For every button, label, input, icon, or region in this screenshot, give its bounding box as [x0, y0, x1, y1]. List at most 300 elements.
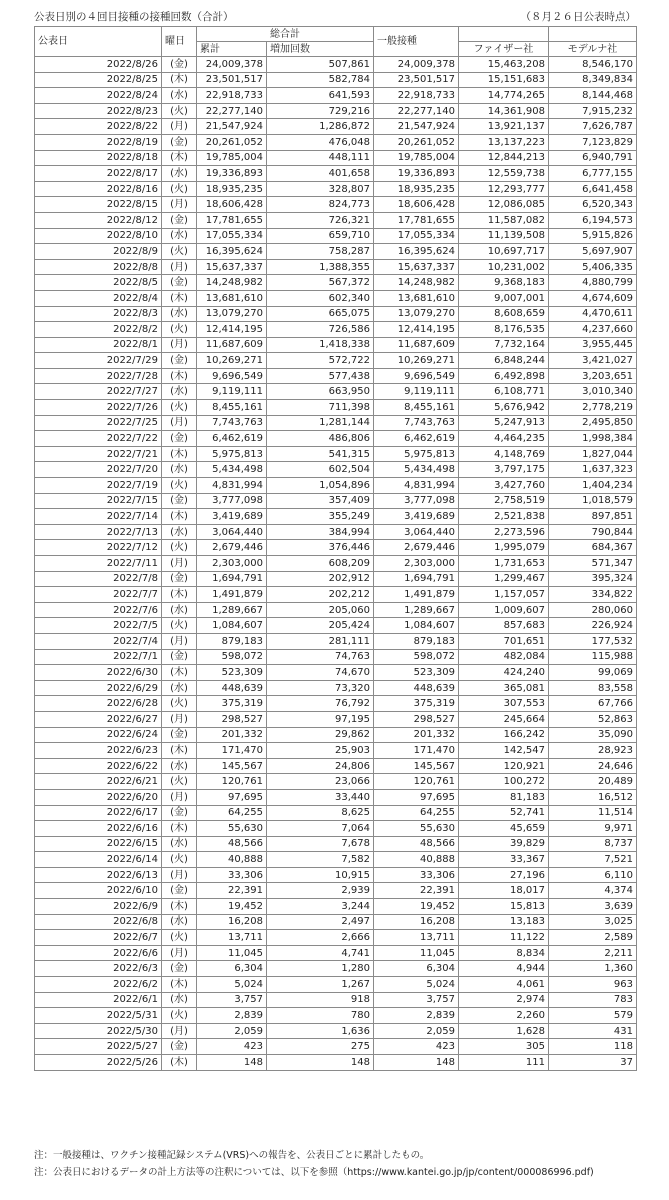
- cell-pfizer: 15,151,683: [459, 72, 549, 88]
- table-row: [35, 337, 637, 353]
- table-row: [35, 212, 637, 228]
- cell-date: 2022/8/10: [35, 228, 162, 244]
- cell-dow: (水): [162, 992, 197, 1008]
- cell-moderna: 20,489: [549, 774, 637, 790]
- table-row: [35, 930, 637, 946]
- cell-pfizer: 12,293,777: [459, 181, 549, 197]
- cell-moderna: 3,955,445: [549, 337, 637, 353]
- table-row: [35, 711, 637, 727]
- cell-pfizer: 45,659: [459, 821, 549, 837]
- cell-increase: 2,939: [267, 883, 374, 899]
- cell-moderna: 5,697,907: [549, 244, 637, 260]
- cell-increase: 376,446: [267, 540, 374, 556]
- cell-moderna: 8,546,170: [549, 57, 637, 73]
- cell-general: 23,501,517: [374, 72, 459, 88]
- cell-dow: (火): [162, 930, 197, 946]
- cell-general: 148: [374, 1055, 459, 1071]
- cell-pfizer: 14,361,908: [459, 103, 549, 119]
- cell-pfizer: 8,176,535: [459, 322, 549, 338]
- table-row: [35, 836, 637, 852]
- cell-increase: 328,807: [267, 181, 374, 197]
- cell-cumulative: 201,332: [197, 727, 267, 743]
- cell-dow: (火): [162, 244, 197, 260]
- table-row: [35, 134, 637, 150]
- cell-cumulative: 97,695: [197, 789, 267, 805]
- cell-date: 2022/8/17: [35, 166, 162, 182]
- cell-general: 11,045: [374, 945, 459, 961]
- cell-moderna: 4,470,611: [549, 306, 637, 322]
- cell-dow: (水): [162, 602, 197, 618]
- cell-moderna: 226,924: [549, 618, 637, 634]
- cell-dow: (水): [162, 680, 197, 696]
- cell-date: 2022/7/21: [35, 446, 162, 462]
- cell-cumulative: 11,045: [197, 945, 267, 961]
- cell-general: 14,248,982: [374, 275, 459, 291]
- cell-cumulative: 24,009,378: [197, 57, 267, 73]
- cell-moderna: 7,123,829: [549, 134, 637, 150]
- table-row: [35, 961, 637, 977]
- cell-increase: 10,915: [267, 867, 374, 883]
- cell-date: 2022/6/3: [35, 961, 162, 977]
- cell-pfizer: 9,368,183: [459, 275, 549, 291]
- cell-increase: 275: [267, 1039, 374, 1055]
- cell-date: 2022/6/20: [35, 789, 162, 805]
- cell-date: 2022/6/23: [35, 743, 162, 759]
- cell-cumulative: 1,289,667: [197, 602, 267, 618]
- cell-increase: 726,586: [267, 322, 374, 338]
- cell-dow: (水): [162, 306, 197, 322]
- cell-cumulative: 5,975,813: [197, 446, 267, 462]
- table-row: [35, 992, 637, 1008]
- cell-cumulative: 2,679,446: [197, 540, 267, 556]
- cell-increase: 357,409: [267, 493, 374, 509]
- cell-cumulative: 145,567: [197, 758, 267, 774]
- cell-cumulative: 22,277,140: [197, 103, 267, 119]
- cell-pfizer: 2,521,838: [459, 509, 549, 525]
- table-row: [35, 275, 637, 291]
- cell-cumulative: 13,079,270: [197, 306, 267, 322]
- cell-general: 120,761: [374, 774, 459, 790]
- cell-general: 8,455,161: [374, 400, 459, 416]
- cell-pfizer: 11,122: [459, 930, 549, 946]
- cell-cumulative: 120,761: [197, 774, 267, 790]
- cell-moderna: 24,646: [549, 758, 637, 774]
- cell-dow: (火): [162, 696, 197, 712]
- table-row: [35, 649, 637, 665]
- table-row: [35, 150, 637, 166]
- cell-moderna: 6,940,791: [549, 150, 637, 166]
- cell-general: 97,695: [374, 789, 459, 805]
- cell-cumulative: 19,785,004: [197, 150, 267, 166]
- cell-dow: (金): [162, 212, 197, 228]
- cell-moderna: 28,923: [549, 743, 637, 759]
- table-row: [35, 774, 637, 790]
- cell-moderna: 1,827,044: [549, 446, 637, 462]
- cell-date: 2022/7/27: [35, 384, 162, 400]
- table-row: [35, 306, 637, 322]
- cell-moderna: 5,915,826: [549, 228, 637, 244]
- cell-pfizer: 245,664: [459, 711, 549, 727]
- cell-general: 2,303,000: [374, 556, 459, 572]
- cell-dow: (火): [162, 322, 197, 338]
- cell-pfizer: 12,844,213: [459, 150, 549, 166]
- cell-pfizer: 6,492,898: [459, 368, 549, 384]
- cell-increase: 205,060: [267, 602, 374, 618]
- table-row: [35, 727, 637, 743]
- cell-dow: (金): [162, 493, 197, 509]
- cell-general: 523,309: [374, 665, 459, 681]
- cell-general: 19,336,893: [374, 166, 459, 182]
- cell-general: 879,183: [374, 633, 459, 649]
- cell-date: 2022/8/8: [35, 259, 162, 275]
- cell-cumulative: 523,309: [197, 665, 267, 681]
- cell-cumulative: 7,743,763: [197, 415, 267, 431]
- cell-date: 2022/8/19: [35, 134, 162, 150]
- cell-cumulative: 19,452: [197, 899, 267, 915]
- cell-moderna: 99,069: [549, 665, 637, 681]
- cell-cumulative: 171,470: [197, 743, 267, 759]
- cell-moderna: 7,626,787: [549, 119, 637, 135]
- cell-dow: (木): [162, 1055, 197, 1071]
- cell-dow: (月): [162, 556, 197, 572]
- cell-cumulative: 33,306: [197, 867, 267, 883]
- cell-pfizer: 111: [459, 1055, 549, 1071]
- cell-dow: (水): [162, 88, 197, 104]
- cell-date: 2022/8/22: [35, 119, 162, 135]
- as-of-date: （８月２６日公表時点）: [520, 11, 636, 23]
- cell-dow: (木): [162, 821, 197, 837]
- cell-cumulative: 2,303,000: [197, 556, 267, 572]
- cell-pfizer: 1,009,607: [459, 602, 549, 618]
- cell-dow: (木): [162, 899, 197, 915]
- cell-increase: 73,320: [267, 680, 374, 696]
- cell-general: 16,395,624: [374, 244, 459, 260]
- cell-general: 3,777,098: [374, 493, 459, 509]
- cell-general: 6,462,619: [374, 431, 459, 447]
- table-row: [35, 103, 637, 119]
- cell-increase: 76,792: [267, 696, 374, 712]
- cell-moderna: 897,851: [549, 509, 637, 525]
- cell-cumulative: 12,414,195: [197, 322, 267, 338]
- cell-increase: 486,806: [267, 431, 374, 447]
- cell-general: 3,757: [374, 992, 459, 1008]
- cell-increase: 24,806: [267, 758, 374, 774]
- cell-increase: 1,418,338: [267, 337, 374, 353]
- cell-moderna: 280,060: [549, 602, 637, 618]
- table-row: [35, 945, 637, 961]
- cell-increase: 74,763: [267, 649, 374, 665]
- cell-general: 1,694,791: [374, 571, 459, 587]
- cell-date: 2022/7/22: [35, 431, 162, 447]
- cell-moderna: 7,521: [549, 852, 637, 868]
- column-header-pfizer: ファイザー社: [459, 42, 549, 57]
- cell-increase: 758,287: [267, 244, 374, 260]
- cell-pfizer: 33,367: [459, 852, 549, 868]
- cell-date: 2022/8/25: [35, 72, 162, 88]
- cell-dow: (水): [162, 228, 197, 244]
- cell-moderna: 35,090: [549, 727, 637, 743]
- cell-general: 11,687,609: [374, 337, 459, 353]
- cell-general: 423: [374, 1039, 459, 1055]
- cell-increase: 1,280: [267, 961, 374, 977]
- page-header: [34, 9, 636, 25]
- cell-general: 22,918,733: [374, 88, 459, 104]
- cell-date: 2022/7/28: [35, 368, 162, 384]
- cell-moderna: 2,589: [549, 930, 637, 946]
- cell-increase: 476,048: [267, 134, 374, 150]
- cell-moderna: 1,404,234: [549, 478, 637, 494]
- cell-general: 6,304: [374, 961, 459, 977]
- cell-dow: (水): [162, 462, 197, 478]
- cell-increase: 281,111: [267, 633, 374, 649]
- table-row: [35, 353, 637, 369]
- table-row: [35, 1023, 637, 1039]
- cell-general: 5,434,498: [374, 462, 459, 478]
- cell-pfizer: 1,157,057: [459, 587, 549, 603]
- table-row: [35, 758, 637, 774]
- cell-general: 201,332: [374, 727, 459, 743]
- cell-moderna: 4,880,799: [549, 275, 637, 291]
- cell-increase: 97,195: [267, 711, 374, 727]
- cell-dow: (木): [162, 743, 197, 759]
- column-header-cumulative: 累計: [197, 42, 267, 57]
- cell-cumulative: 13,681,610: [197, 290, 267, 306]
- cell-moderna: 8,349,834: [549, 72, 637, 88]
- cell-pfizer: 39,829: [459, 836, 549, 852]
- column-header-dow: 曜日: [162, 27, 197, 57]
- cell-moderna: 2,211: [549, 945, 637, 961]
- cell-date: 2022/5/26: [35, 1055, 162, 1071]
- cell-dow: (月): [162, 259, 197, 275]
- cell-moderna: 579: [549, 1008, 637, 1024]
- table-row: [35, 556, 637, 572]
- cell-increase: 33,440: [267, 789, 374, 805]
- cell-pfizer: 12,559,738: [459, 166, 549, 182]
- cell-increase: 448,111: [267, 150, 374, 166]
- cell-pfizer: 1,299,467: [459, 571, 549, 587]
- cell-date: 2022/6/24: [35, 727, 162, 743]
- cell-dow: (月): [162, 119, 197, 135]
- vaccination-table: [34, 26, 637, 1071]
- cell-moderna: 52,863: [549, 711, 637, 727]
- table-row: [35, 290, 637, 306]
- cell-pfizer: 18,017: [459, 883, 549, 899]
- table-row: [35, 509, 637, 525]
- cell-date: 2022/6/28: [35, 696, 162, 712]
- cell-cumulative: 3,419,689: [197, 509, 267, 525]
- cell-dow: (火): [162, 540, 197, 556]
- cell-moderna: 431: [549, 1023, 637, 1039]
- cell-cumulative: 448,639: [197, 680, 267, 696]
- cell-date: 2022/8/15: [35, 197, 162, 213]
- cell-pfizer: 1,995,079: [459, 540, 549, 556]
- cell-cumulative: 17,781,655: [197, 212, 267, 228]
- cell-date: 2022/7/5: [35, 618, 162, 634]
- cell-pfizer: 11,139,508: [459, 228, 549, 244]
- cell-increase: 25,903: [267, 743, 374, 759]
- cell-general: 17,055,334: [374, 228, 459, 244]
- table-row: [35, 446, 637, 462]
- table-row: [35, 789, 637, 805]
- cell-dow: (火): [162, 1008, 197, 1024]
- cell-moderna: 963: [549, 977, 637, 993]
- cell-moderna: 571,347: [549, 556, 637, 572]
- cell-general: 5,975,813: [374, 446, 459, 462]
- cell-dow: (金): [162, 275, 197, 291]
- cell-dow: (木): [162, 368, 197, 384]
- cell-increase: 711,398: [267, 400, 374, 416]
- cell-dow: (月): [162, 1023, 197, 1039]
- table-row: [35, 977, 637, 993]
- cell-cumulative: 64,255: [197, 805, 267, 821]
- footnote: 注：公表日におけるデータの計上方法等の注釈については、以下を参照（https://www.kantei.go.jp/jp/content/000086996.pdf): [34, 1167, 594, 1178]
- cell-date: 2022/6/13: [35, 867, 162, 883]
- cell-increase: 729,216: [267, 103, 374, 119]
- cell-moderna: 118: [549, 1039, 637, 1055]
- column-header-total: 総合計: [197, 27, 374, 42]
- table-row: [35, 493, 637, 509]
- cell-cumulative: 9,119,111: [197, 384, 267, 400]
- footnote: 注：一般接種は、ワクチン接種記録システム(VRS)への報告を、公表日ごとに累計したもの。: [34, 1150, 430, 1161]
- cell-pfizer: 6,108,771: [459, 384, 549, 400]
- table-header: [35, 27, 637, 57]
- cell-increase: 507,861: [267, 57, 374, 73]
- cell-general: 55,630: [374, 821, 459, 837]
- cell-general: 18,606,428: [374, 197, 459, 213]
- cell-dow: (火): [162, 852, 197, 868]
- cell-general: 171,470: [374, 743, 459, 759]
- cell-increase: 824,773: [267, 197, 374, 213]
- cell-moderna: 684,367: [549, 540, 637, 556]
- footnotes: [34, 1147, 654, 1181]
- cell-cumulative: 598,072: [197, 649, 267, 665]
- cell-pfizer: 701,651: [459, 633, 549, 649]
- cell-date: 2022/5/30: [35, 1023, 162, 1039]
- cell-general: 21,547,924: [374, 119, 459, 135]
- cell-increase: 582,784: [267, 72, 374, 88]
- cell-pfizer: 100,272: [459, 774, 549, 790]
- cell-increase: 2,666: [267, 930, 374, 946]
- cell-increase: 2,497: [267, 914, 374, 930]
- cell-pfizer: 482,084: [459, 649, 549, 665]
- cell-pfizer: 2,260: [459, 1008, 549, 1024]
- table-row: [35, 415, 637, 431]
- cell-cumulative: 20,261,052: [197, 134, 267, 150]
- cell-pfizer: 15,813: [459, 899, 549, 915]
- cell-cumulative: 2,059: [197, 1023, 267, 1039]
- cell-date: 2022/7/20: [35, 462, 162, 478]
- cell-cumulative: 40,888: [197, 852, 267, 868]
- cell-date: 2022/6/22: [35, 758, 162, 774]
- cell-increase: 401,658: [267, 166, 374, 182]
- column-header-general: 一般接種: [374, 27, 459, 57]
- cell-pfizer: 13,921,137: [459, 119, 549, 135]
- cell-increase: 577,438: [267, 368, 374, 384]
- cell-general: 5,024: [374, 977, 459, 993]
- cell-dow: (火): [162, 618, 197, 634]
- cell-date: 2022/8/23: [35, 103, 162, 119]
- cell-moderna: 83,558: [549, 680, 637, 696]
- table-row: [35, 602, 637, 618]
- table-row: [35, 228, 637, 244]
- cell-cumulative: 1,491,879: [197, 587, 267, 603]
- cell-cumulative: 1,084,607: [197, 618, 267, 634]
- cell-moderna: 395,324: [549, 571, 637, 587]
- table-row: [35, 524, 637, 540]
- cell-date: 2022/8/16: [35, 181, 162, 197]
- table-row: [35, 633, 637, 649]
- cell-pfizer: 11,587,082: [459, 212, 549, 228]
- table-row: [35, 587, 637, 603]
- cell-moderna: 6,641,458: [549, 181, 637, 197]
- cell-pfizer: 120,921: [459, 758, 549, 774]
- table-row: [35, 821, 637, 837]
- cell-pfizer: 6,848,244: [459, 353, 549, 369]
- cell-moderna: 6,520,343: [549, 197, 637, 213]
- cell-pfizer: 2,758,519: [459, 493, 549, 509]
- cell-moderna: 334,822: [549, 587, 637, 603]
- cell-cumulative: 3,757: [197, 992, 267, 1008]
- cell-cumulative: 15,637,337: [197, 259, 267, 275]
- table-row: [35, 119, 637, 135]
- cell-general: 9,696,549: [374, 368, 459, 384]
- cell-dow: (月): [162, 789, 197, 805]
- cell-pfizer: 52,741: [459, 805, 549, 821]
- cell-pfizer: 5,247,913: [459, 415, 549, 431]
- table-row: [35, 899, 637, 915]
- table-row: [35, 88, 637, 104]
- cell-general: 13,079,270: [374, 306, 459, 322]
- cell-moderna: 790,844: [549, 524, 637, 540]
- cell-increase: 74,670: [267, 665, 374, 681]
- cell-dow: (月): [162, 337, 197, 353]
- cell-moderna: 115,988: [549, 649, 637, 665]
- cell-pfizer: 13,183: [459, 914, 549, 930]
- table-row: [35, 181, 637, 197]
- cell-dow: (金): [162, 649, 197, 665]
- table-row: [35, 400, 637, 416]
- cell-general: 375,319: [374, 696, 459, 712]
- cell-cumulative: 3,777,098: [197, 493, 267, 509]
- cell-cumulative: 298,527: [197, 711, 267, 727]
- cell-pfizer: 142,547: [459, 743, 549, 759]
- cell-date: 2022/6/17: [35, 805, 162, 821]
- cell-date: 2022/5/31: [35, 1008, 162, 1024]
- cell-increase: 1,054,896: [267, 478, 374, 494]
- cell-dow: (月): [162, 197, 197, 213]
- cell-increase: 29,862: [267, 727, 374, 743]
- cell-dow: (木): [162, 150, 197, 166]
- cell-pfizer: 1,731,653: [459, 556, 549, 572]
- cell-increase: 202,912: [267, 571, 374, 587]
- cell-general: 16,208: [374, 914, 459, 930]
- cell-dow: (水): [162, 384, 197, 400]
- cell-pfizer: 4,148,769: [459, 446, 549, 462]
- cell-general: 145,567: [374, 758, 459, 774]
- table-row: [35, 883, 637, 899]
- cell-date: 2022/7/19: [35, 478, 162, 494]
- cell-date: 2022/5/27: [35, 1039, 162, 1055]
- cell-pfizer: 10,697,717: [459, 244, 549, 260]
- cell-dow: (月): [162, 711, 197, 727]
- cell-date: 2022/6/14: [35, 852, 162, 868]
- cell-moderna: 6,777,155: [549, 166, 637, 182]
- cell-cumulative: 16,395,624: [197, 244, 267, 260]
- cell-cumulative: 9,696,549: [197, 368, 267, 384]
- table-row: [35, 914, 637, 930]
- cell-increase: 148: [267, 1055, 374, 1071]
- cell-cumulative: 6,304: [197, 961, 267, 977]
